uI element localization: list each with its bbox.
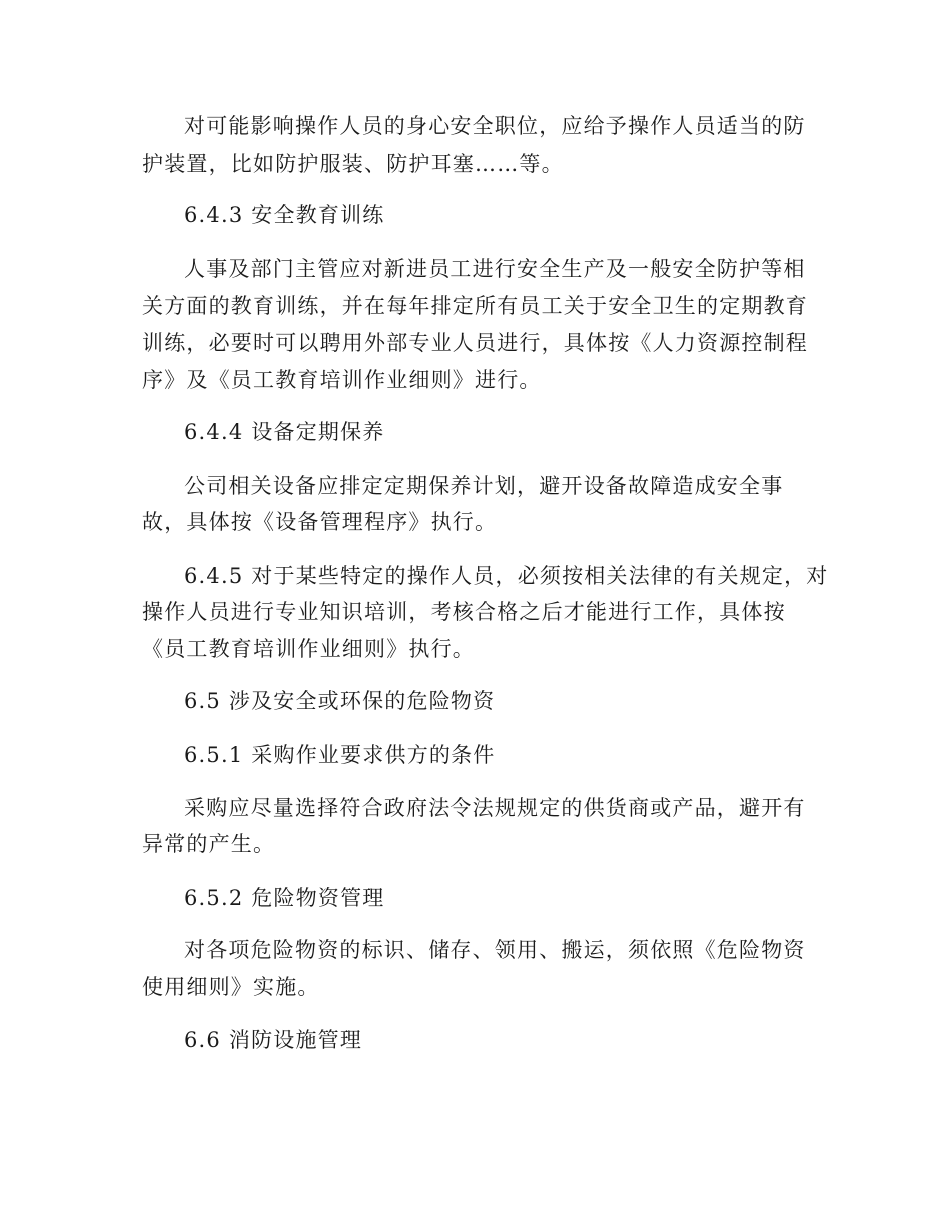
paragraph-line: 人事及部门主管应对新进员工进行安全生产及一般安全防护等相 [184,257,806,281]
section-heading: 6.4.3 安全教育训练 [184,203,385,227]
section-heading: 6.5.1 采购作业要求供方的条件 [184,743,496,767]
paragraph-line: 使用细则》实施。 [142,975,320,999]
paragraph-line: 对各项危险物资的标识、储存、领用、搬运，须依照《危险物资 [184,938,806,962]
paragraph-line: 训练，必要时可以聘用外部专业人员进行，具体按《人力资源控制程 [142,331,808,355]
paragraph-line: 6.4.5 对于某些特定的操作人员，必须按相关法律的有关规定，对 [184,564,829,588]
paragraph-line: 序》及《员工教育培训作业细则》进行。 [142,368,542,392]
section-heading: 6.6 消防设施管理 [184,1028,363,1052]
paragraph-line: 关方面的教育训练，并在每年排定所有员工关于安全卫生的定期教育 [142,294,808,318]
paragraph-line: 《员工教育培训作业细则》执行。 [142,637,475,661]
section-heading: 6.4.4 设备定期保养 [184,420,385,444]
paragraph-line: 异常的产生。 [142,832,276,856]
paragraph-line: 公司相关设备应排定定期保养计划，避开设备故障造成安全事 [184,474,784,498]
paragraph-line: 对可能影响操作人员的身心安全职位，应给予操作人员适当的防 [184,114,806,138]
paragraph-line: 操作人员进行专业知识培训，考核合格之后才能进行工作，具体按 [142,600,786,624]
paragraph-line: 采购应尽量选择符合政府法令法规规定的供货商或产品，避开有 [184,796,806,820]
section-heading: 6.5.2 危险物资管理 [184,886,385,910]
paragraph-line: 护装置，比如防护服装、防护耳塞……等。 [142,152,564,176]
section-heading: 6.5 涉及安全或环保的危险物资 [184,689,496,713]
paragraph-line: 故，具体按《设备管理程序》执行。 [142,510,498,534]
